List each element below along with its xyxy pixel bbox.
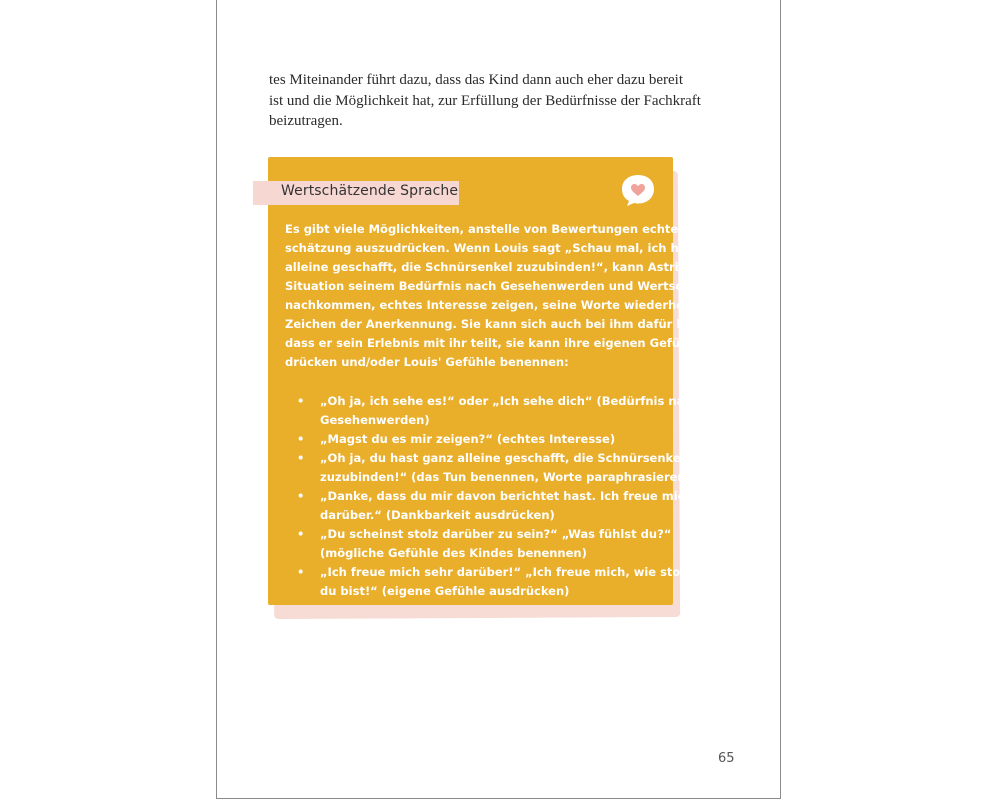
list-item-line: „Magst du es mir zeigen?“ (echtes Interesse) [320, 432, 616, 446]
box-paragraph-line: Zeichen der Anerkennung. Sie kann sich auch bei ihm dafür bedanken, [285, 317, 745, 331]
list-item-line: zuzubinden!“ (das Tun benennen, Worte paraphrasieren) [320, 470, 691, 484]
intro-paragraph [269, 70, 719, 132]
bullet-dot: • [297, 432, 305, 446]
box-paragraph-line: Es gibt viele Möglichkeiten, anstelle von Bewertungen echte Wert- [285, 222, 719, 236]
list-item [285, 430, 665, 449]
bullet-dot: • [297, 489, 305, 503]
bullet-dot: • [297, 527, 305, 541]
list-item [285, 449, 691, 487]
bullet-dot: • [297, 394, 305, 408]
box-paragraph-line: alleine geschafft, die Schnürsenkel zuzubinden!“, kann Astrid je nach [285, 260, 738, 274]
list-item-line: „Danke, dass du mir davon berichtet hast. Ich freue mich [320, 489, 693, 503]
list-item-line: Gesehenwerden) [320, 413, 430, 427]
list-item [285, 392, 700, 430]
list-item-line: du bist!“ (eigene Gefühle ausdrücken) [320, 584, 570, 598]
box-paragraph [285, 220, 745, 372]
list-item-line: „Oh ja, ich sehe es!“ oder „Ich sehe dich“ (Bedürfnis nach [320, 394, 700, 408]
list-item-line: „Oh ja, du hast ganz alleine geschafft, die Schnürsenkel [320, 451, 685, 465]
box-paragraph-line: nachkommen, echtes Interesse zeigen, seine Worte wiederholen als [285, 298, 727, 312]
bullet-list [285, 392, 700, 601]
page-number: 65 [718, 751, 735, 766]
list-item-line: (mögliche Gefühle des Kindes benennen) [320, 546, 587, 560]
list-item-line: „Du scheinst stolz darüber zu sein?“ „Was fühlst du?“ [320, 527, 672, 541]
bullet-dot: • [297, 451, 305, 465]
box-paragraph-line: Situation seinem Bedürfnis nach Gesehenwerden und Wertschätzung [285, 279, 735, 293]
intro-line: tes Miteinander führt dazu, dass das Kind dann auch eher dazu bereit [269, 72, 684, 88]
box-paragraph-line: schätzung auszudrücken. Wenn Louis sagt „Schau mal, ich habe es [285, 241, 722, 255]
intro-line: ist und die Möglichkeit hat, zur Erfüllung der Bedürfnisse der Fachkraft [269, 92, 701, 109]
box-title: Wertschätzende Sprache [281, 183, 459, 199]
list-item [285, 487, 693, 525]
heart-speech-bubble-icon [619, 172, 657, 208]
list-item [285, 563, 691, 601]
list-item-line: „Ich freue mich sehr darüber!“ „Ich freue mich, wie stolz [320, 565, 691, 579]
list-item-line: darüber.“ (Dankbarkeit ausdrücken) [320, 508, 555, 522]
box-paragraph-line: dass er sein Erlebnis mit ihr teilt, sie kann ihre eigenen Gefühle aus- [285, 336, 732, 350]
book-page [216, 0, 781, 799]
intro-line: beizutragen. [269, 113, 343, 129]
list-item [285, 525, 672, 563]
bullet-dot: • [297, 565, 305, 579]
box-paragraph-line: drücken und/oder Louis' Gefühle benennen: [285, 355, 569, 369]
